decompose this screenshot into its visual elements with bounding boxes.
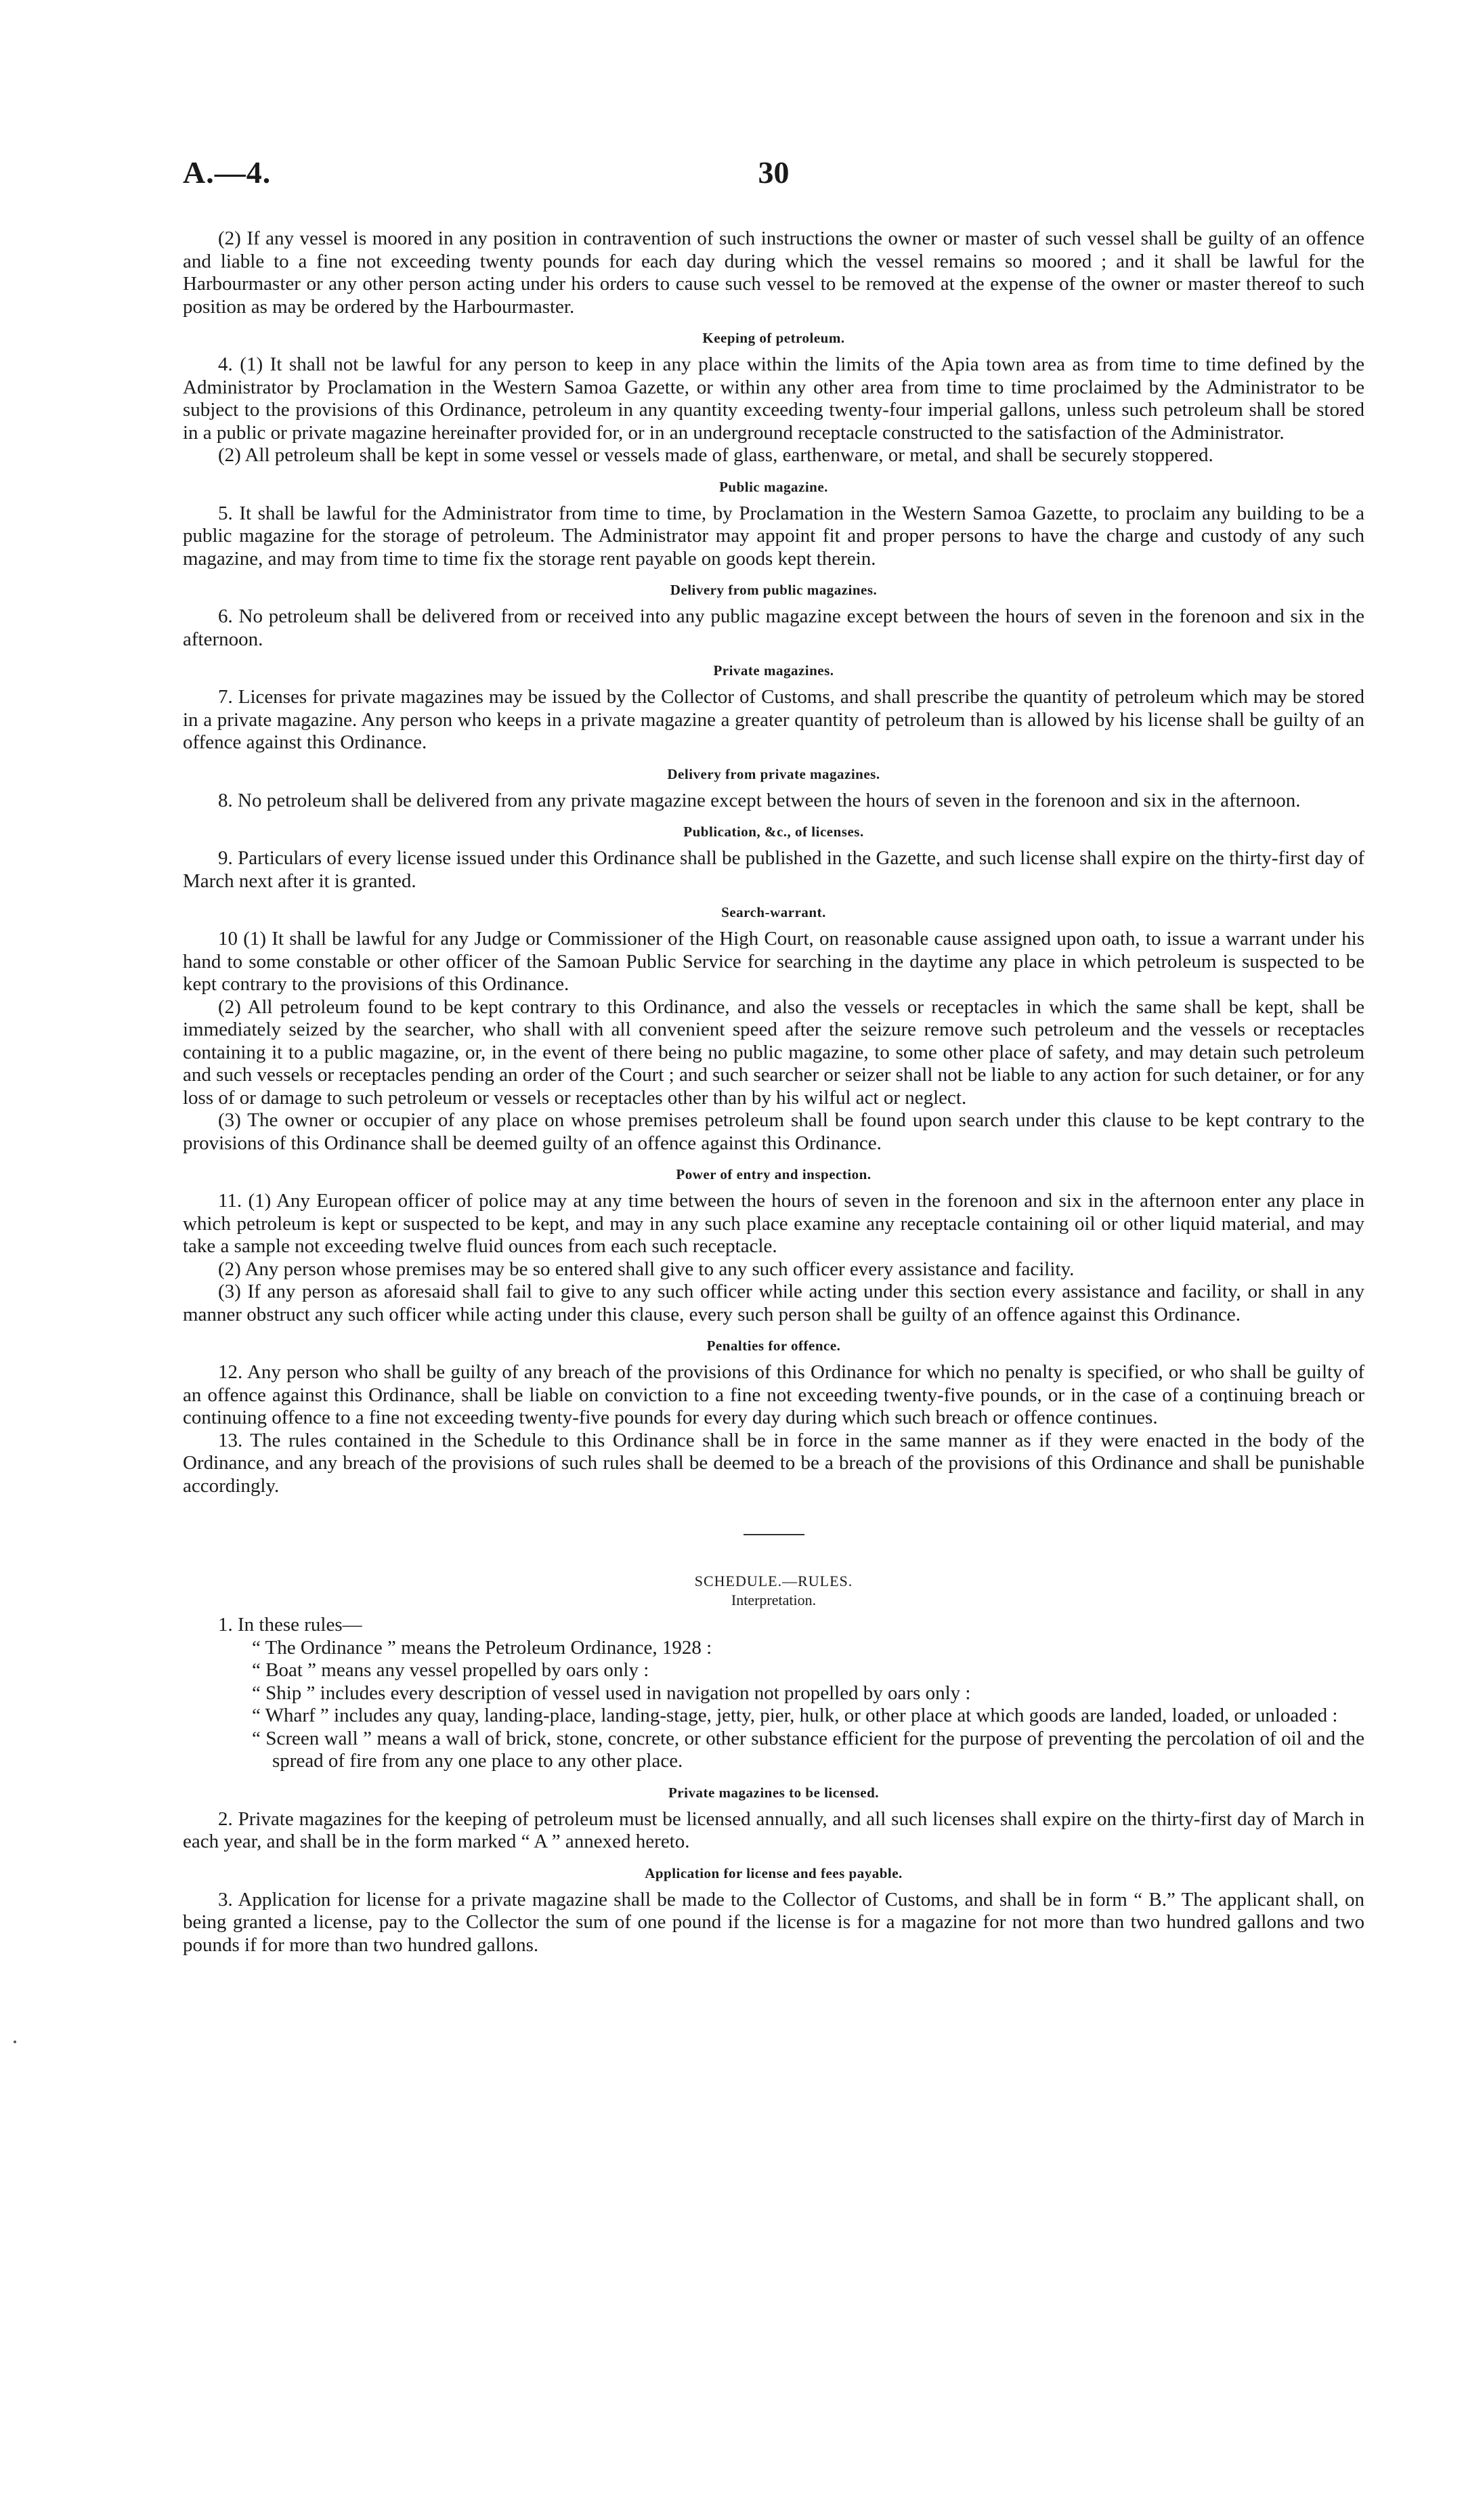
paragraph: 4. (1) It shall not be lawful for any person to keep in any place within the limits of the Apia town area as from time to time defined by the Administrator by Proclamation in the Western Samoa Gazette, or within any other area from time to time proclaimed by the Administrator to be subject to the provisions of this Ordinance, petroleum in any quantity exceeding twenty-four imperial gallons, unless such petroleum shall be stored in a public or private magazine hereinafter provided for, or in an underground receptacle constructed to the satisfaction of the Administrator. [183, 354, 1364, 444]
page-header [183, 154, 1364, 202]
section-divider [744, 1534, 804, 1535]
paragraph: 8. No petroleum shall be delivered from any private magazine except between the hours of seven in the forenoon and six in the afternoon. [218, 789, 1301, 811]
paragraph: 10 (1) It shall be lawful for any Judge or Commissioner of the High Court, on reasonable cause assigned upon oath, to issue a warrant under his hand to some constable or other officer of the Samoan Public Service for searching in the daytime any place in which petroleum is suspected to be kept contrary to the provisions of this Ordinance. [183, 928, 1364, 995]
section-heading: Penalties for offence. [706, 1338, 841, 1354]
definition-item: “ Boat ” means any vessel propelled by oars only : [252, 1659, 649, 1681]
paragraph: (2) All petroleum shall be kept in some vessel or vessels made of glass, earthenware, or metal, and shall be securely stoppered. [218, 444, 1213, 466]
page-number: 30 [758, 155, 790, 190]
paragraph: 13. The rules contained in the Schedule to this Ordinance shall be in force in the same manner as if they were enacted in the body of the Ordinance, and any breach of the provisions of such rules shall be deemed to be a breach of the provisions of this Ordinance and shall be punishable accordingly. [183, 1429, 1364, 1497]
section-heading: Search-warrant. [721, 904, 826, 920]
section-heading: Publication, &c., of licenses. [683, 824, 864, 840]
schedule-title: SCHEDULE.—RULES. [694, 1573, 853, 1589]
paragraph: (2) Any person whose premises may be so entered shall give to any such officer every assistance and facility. [218, 1258, 1075, 1280]
paragraph: 12. Any person who shall be guilty of any breach of the provisions of this Ordinance for which no penalty is specified, or who shall be guilty of an offence against this Ordinance, shall be liable on conviction to a fine not exceeding twenty-five pounds, or in the case of a continuing breach or continuing offence to a fine not exceeding twenty-five pounds for every day during which such breach or offence continues. [183, 1361, 1364, 1428]
document-body [183, 228, 1364, 1957]
paragraph: 11. (1) Any European officer of police may at any time between the hours of seven in the forenoon and six in the afternoon enter any place in which petroleum is kept or suspected to be kept, and may in any such place examine any receptacle containing oil or other liquid material, and may take a sample not exceeding twelve fluid ounces from each such receptacle. [183, 1190, 1364, 1257]
definition-item: “ Screen wall ” means a wall of brick, stone, concrete, or other substance efficient for the purpose of preventing the percolation of oil and the spread of fire from any one place to any other place. [252, 1727, 1364, 1772]
section-heading: Keeping of petroleum. [702, 330, 845, 346]
margin-dot [14, 2041, 16, 2043]
section-heading: Delivery from private magazines. [667, 765, 880, 782]
paragraph: 2. Private magazines for the keeping of petroleum must be licensed annually, and all such licenses shall expire on the thirty-first day of March in each year, and shall be in the form marked “ A ” annexed hereto. [183, 1808, 1364, 1852]
section-reference: A.—4. [183, 155, 272, 190]
section-heading: Application for license and fees payable. [645, 1864, 903, 1881]
paragraph: 5. It shall be lawful for the Administrator from time to time, by Proclamation in the Western Samoa Gazette, to proclaim any building to be a public magazine for the storage of petroleum. The Administrator may appoint fit and proper persons to have the charge and custody of any such magazine, and may from time to time fix the storage rent payable on goods kept therein. [183, 502, 1364, 570]
paragraph: 1. In these rules— [218, 1614, 362, 1636]
section-heading: Power of entry and inspection. [676, 1166, 871, 1182]
definition-item: “ The Ordinance ” means the Petroleum Ordinance, 1928 : [252, 1636, 712, 1659]
section-heading: Delivery from public magazines. [670, 582, 878, 598]
paragraph: (3) The owner or occupier of any place on whose premises petroleum shall be found upon search under this clause to be kept contrary to the provisions of this Ordinance shall be deemed guilty of an offence against this Ordinance. [183, 1109, 1364, 1154]
section-heading: Public magazine. [719, 478, 828, 495]
paragraph: (3) If any person as aforesaid shall fail to give to any such officer while acting under this section every assistance and facility, or shall in any manner obstruct any such officer while acting under this clause, every such person shall be guilty of an offence against this Ordinance. [183, 1281, 1364, 1325]
paragraph: 9. Particulars of every license issued under this Ordinance shall be published in the Gazette, and such license shall expire on the thirty-first day of March next after it is granted. [183, 847, 1364, 892]
document-page [183, 154, 1364, 1957]
paragraph: (2) If any vessel is moored in any position in contravention of such instructions the owner or master of such vessel shall be guilty of an offence and liable to a fine not exceeding twenty pounds for each day during which the vessel remains so moored ; and it shall be lawful for the Harbourmaster or any other person acting under his orders to cause such vessel to be removed at the expense of the owner or master thereof to such position as may be ordered by the Harbourmaster. [183, 228, 1364, 318]
paragraph: 3. Application for license for a private magazine shall be made to the Collector of Customs, and shall be in form “ B.” The applicant shall, on being granted a license, pay to the Collector the sum of one pound if the license is for a magazine for not more than two hundred gallons and two pounds if for more than two hundred gallons. [183, 1888, 1364, 1956]
section-heading: Private magazines to be licensed. [668, 1784, 880, 1801]
definition-item: “ Wharf ” includes any quay, landing-place, landing-stage, jetty, pier, hulk, or other place at which goods are landed, loaded, or unloaded : [252, 1705, 1338, 1726]
definition-item: “ Ship ” includes every description of vessel used in navigation not propelled by oars only : [252, 1682, 971, 1704]
section-heading: Private magazines. [713, 662, 834, 679]
schedule-subtitle: Interpretation. [731, 1592, 817, 1608]
paragraph: 6. No petroleum shall be delivered from or received into any public magazine except between the hours of seven in the forenoon and six in the afternoon. [183, 605, 1364, 650]
paragraph: (2) All petroleum found to be kept contrary to this Ordinance, and also the vessels or receptacles in which the same shall be kept, shall be immediately seized by the searcher, who shall with all convenient speed after the seizure remove such petroleum and the vessels or receptacles containing it to a public magazine, or, in the event of there being no public magazine, to some other place of safety, and may detain such petroleum and such vessels or receptacles pending an order of the Court ; and such searcher or seizer shall not be liable to any action for such detainer, or for any loss of or damage to such petroleum or vessels or receptacles other than by his wilful act or neglect. [183, 996, 1364, 1109]
paragraph: 7. Licenses for private magazines may be issued by the Collector of Customs, and shall prescribe the quantity of petroleum which may be stored in a private magazine. Any person who keeps in a private magazine a greater quantity of petroleum than is allowed by his license shall be guilty of an offence against this Ordinance. [183, 686, 1364, 753]
